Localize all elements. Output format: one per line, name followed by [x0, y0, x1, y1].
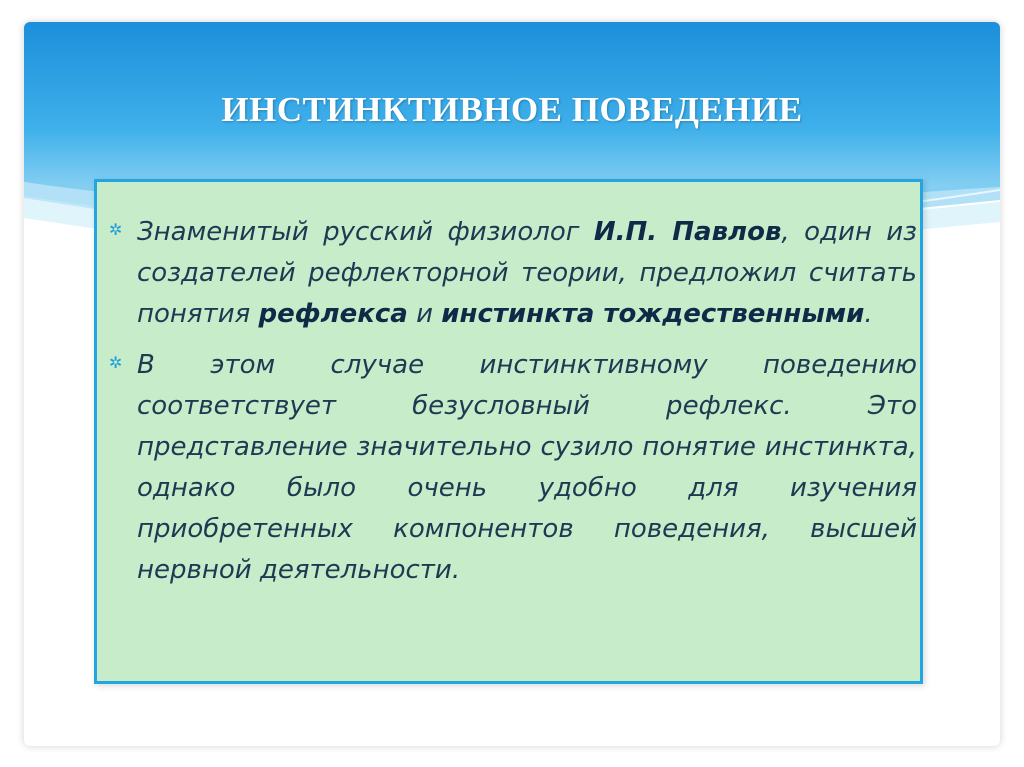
text-run: В этом случае инстинктивному поведению соответствует безусловный рефлекс. Это представление значительно сузило понятие инстинкта, однако было очень удобно для изучения приобретенных компонентов поведения, высшей нервной деятельности. — [137, 350, 917, 585]
content-box — [94, 179, 923, 684]
bullet-list — [109, 212, 917, 601]
bold-term: рефлекса — [258, 299, 408, 329]
slide-title: ИНСТИНКТИВНОЕ ПОВЕДЕНИЕ — [221, 90, 803, 129]
bullet-text — [137, 345, 917, 591]
text-run: . — [864, 299, 873, 329]
bold-term: И.П. Павлов — [593, 217, 782, 247]
bullet-icon: ✲ — [109, 220, 123, 239]
bullet-icon: ✲ — [109, 353, 123, 372]
text-run: и — [407, 299, 442, 329]
text-run: Знаменитый русский физиолог — [137, 217, 594, 247]
bullet-item — [109, 345, 917, 591]
bullet-text — [137, 212, 917, 335]
text-run: , один из создателей рефлекторной теории, предложил считать понятия — [137, 217, 917, 329]
slide — [24, 22, 1000, 746]
bold-term: инстинкта тождественными — [441, 299, 865, 329]
bullet-item — [109, 212, 917, 335]
